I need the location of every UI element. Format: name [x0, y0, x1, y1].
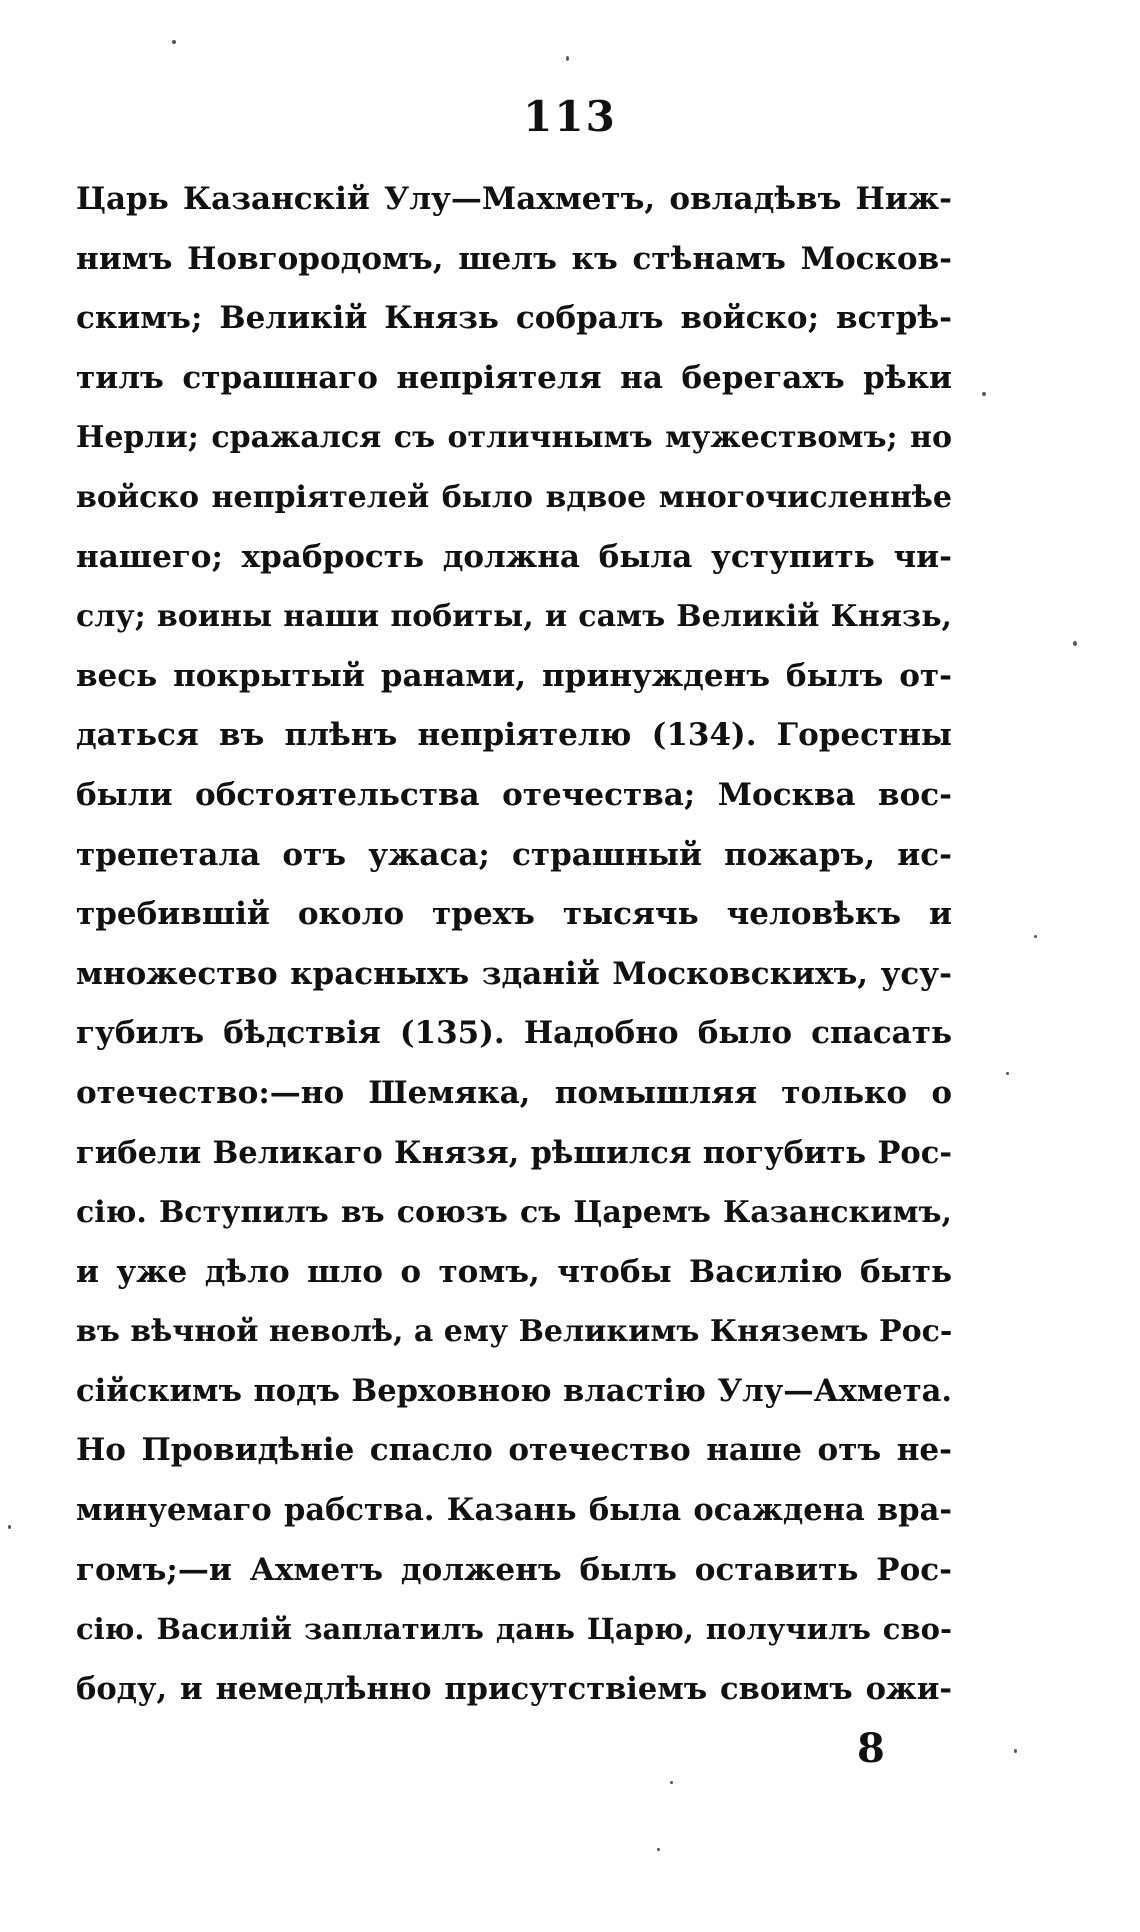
paper-speck [1034, 935, 1037, 938]
paper-speck [1014, 1749, 1017, 1753]
text-line-15: губилъ бѣдствія (135). Надобно было спасать [76, 1015, 952, 1052]
text-line-7: нашего; храбрость должна была уступить чи- [76, 538, 952, 575]
signature-mark: 8 [857, 1725, 885, 1772]
text-line-3: скимъ; Великій Князь собралъ войско; встрѣ- [76, 300, 952, 337]
text-line-26: боду, и немедлѣнно присутствіемъ своимъ ожи- [76, 1670, 952, 1707]
text-line-18: сію. Вступилъ въ союзъ съ Царемъ Казанскимъ, [76, 1195, 952, 1231]
text-line-23: минуемаго рабства. Казань была осаждена вра- [76, 1492, 952, 1529]
paper-speck [172, 40, 176, 44]
text-line-1: Царь Казанскій Улу—Махметъ, овладѣвъ Ниж- [76, 181, 952, 217]
body-text [76, 170, 952, 1719]
text-line-11: были обстоятельства отечества; Москва вос- [76, 776, 952, 813]
text-line-10: даться въ плѣнъ непріятелю (134). Горестны [76, 717, 952, 754]
text-line-9: весь покрытый ранами, принужденъ былъ от- [76, 657, 952, 694]
text-line-25: сію. Василій заплатилъ дань Царю, получилъ сво- [76, 1612, 952, 1647]
text-line-20: въ вѣчной неволѣ, а ему Великимъ Княземъ Рос- [76, 1314, 952, 1350]
text-line-13: требившій около трехъ тысячь человѣкъ и [76, 896, 952, 933]
paper-speck [8, 1525, 11, 1529]
text-line-8: слу; воины наши побиты, и самъ Великій Князь, [76, 599, 952, 635]
text-line-14: множество красныхъ зданій Московскихъ, усу- [76, 955, 952, 992]
text-line-22: Но Провидѣніе спасло отечество наше отъ не- [76, 1432, 952, 1469]
text-line-2: нимъ Новгородомъ, шелъ къ стѣнамъ Москов- [76, 240, 952, 277]
text-line-21: сійскимъ подъ Верховною властію Улу—Ахмета. [76, 1372, 952, 1409]
text-line-19: и уже дѣло шло о томъ, чтобы Василію быть [76, 1253, 952, 1290]
text-line-16: отечество:—но Шемяка, помышляя только о [76, 1074, 952, 1111]
text-line-6: войско непріятелей было вдвое многочисленнѣе [76, 479, 952, 515]
text-line-4: тилъ страшнаго непріятеля на берегахъ рѣки [76, 359, 952, 396]
page-number: 113 [523, 92, 617, 141]
paper-speck [566, 56, 569, 61]
text-line-17: гибели Великаго Князя, рѣшился погубить Рос- [76, 1134, 952, 1171]
paper-speck [670, 1781, 673, 1784]
paper-speck [1073, 641, 1077, 646]
text-line-12: трепетала отъ ужаса; страшный пожаръ, ис- [76, 836, 952, 873]
text-line-24: гомъ;—и Ахметъ долженъ былъ оставить Рос- [76, 1551, 952, 1588]
paper-speck [657, 1848, 660, 1851]
paper-speck [1006, 1072, 1009, 1075]
text-line-5: Нерли; сражался съ отличнымъ мужествомъ; но [76, 420, 952, 456]
paper-speck [982, 392, 986, 396]
